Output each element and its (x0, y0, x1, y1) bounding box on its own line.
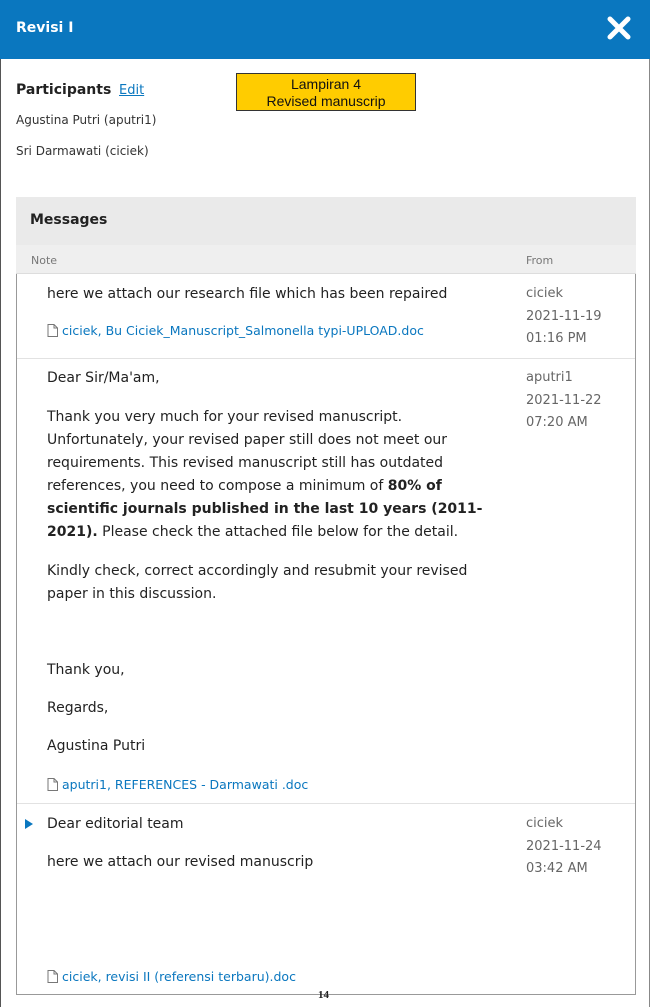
message-2-body (47, 406, 495, 544)
attachment-label: ciciek, Bu Ciciek_Manuscript_Salmonella typi-UPLOAD.doc (62, 323, 424, 338)
attachment-stamp (236, 73, 416, 111)
row-divider (17, 358, 635, 359)
file-icon (47, 970, 58, 986)
messages-column-header (16, 245, 636, 274)
message-from: ciciek (526, 816, 564, 831)
page-number: 14 (318, 989, 329, 1001)
message-1-text: here we attach our research file which has been repaired (47, 286, 448, 302)
modal-title: Revisi I (16, 20, 74, 36)
message-1-attachment[interactable] (47, 323, 424, 340)
message-date: 2021-11-22 (526, 392, 602, 408)
stamp-line-2: Revised manuscrip (266, 93, 386, 109)
row-divider (17, 803, 635, 804)
messages-title: Messages (30, 212, 108, 228)
expand-arrow-icon[interactable] (25, 819, 33, 829)
message-2-greeting: Dear Sir/Ma'am, (47, 370, 160, 386)
message-3-attachment[interactable] (47, 969, 296, 986)
file-icon (47, 778, 58, 794)
message-2-paragraph: Kindly check, correct accordingly and resubmit your revised paper in this discussion. (47, 563, 468, 602)
message-3-body: here we attach our revised manuscrip (47, 854, 314, 870)
message-3-greeting: Dear editorial team (47, 816, 184, 832)
column-note: Note (31, 254, 58, 267)
message-from: aputri1 (526, 370, 573, 385)
body-bold-text: 80% of scientific journals published in the last 10 years (2011-2021). (47, 478, 483, 540)
message-date: 2021-11-24 (526, 838, 602, 854)
message-3-meta (526, 813, 602, 881)
message-2-regards: Regards, (47, 700, 109, 716)
close-icon[interactable] (606, 14, 632, 42)
message-2-attachment[interactable] (47, 777, 308, 794)
participants-label: Participants (16, 82, 112, 98)
column-from: From (526, 254, 554, 267)
message-2-meta (526, 367, 602, 435)
message-time: 01:16 PM (526, 331, 587, 346)
file-icon (47, 324, 58, 340)
edit-participants-link[interactable]: Edit (119, 83, 145, 98)
attachment-label: ciciek, revisi II (referensi terbaru).doc (62, 969, 296, 984)
message-2-signature: Agustina Putri (47, 738, 146, 754)
message-2-thanks: Thank you, (47, 662, 125, 678)
message-date: 2021-11-19 (526, 308, 602, 324)
modal-frame-left (0, 59, 1, 1007)
modal-header (0, 0, 650, 59)
message-time: 03:42 AM (526, 861, 588, 876)
stamp-line-1: Lampiran 4 (290, 76, 362, 92)
messages-header (16, 197, 636, 245)
message-from: ciciek (526, 286, 564, 301)
attachment-label: aputri1, REFERENCES - Darmawati .doc (62, 777, 309, 792)
body-text: Thank you very much for your revised manuscript. Unfortunately, your revised paper still does not meet our requirements. This revised manuscript still has outdated references, you need to compose a minimum of (47, 409, 448, 494)
body-text: Please check the attached file below for the detail. (97, 524, 459, 540)
message-time: 07:20 AM (526, 415, 588, 430)
participant-item: Sri Darmawati (ciciek) (16, 144, 149, 158)
message-1-meta (526, 283, 602, 351)
participant-item: Agustina Putri (aputri1) (16, 113, 157, 127)
